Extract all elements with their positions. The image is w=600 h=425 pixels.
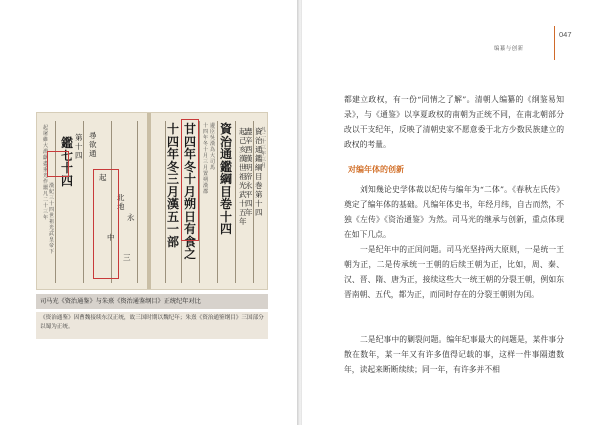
figure-right-column: 資治通鑑綱目巻第十四 [255, 127, 263, 217]
figure-right-column: 甘四年冬十月朔日有食之 [184, 122, 197, 261]
figure-right-small-column: 凡二十三年三月 [261, 127, 267, 169]
body-paragraph: 一是纪年中的正闰问题。司马光坚持两大原则，一是统一王朝为正，二是传承统一王朝的后续王朝为正，比如，周、秦、汉、晋、隋、唐为正，接续这些大一统王朝的分裂王朝，例如东晋南朝、五代，都为正，而同时存在的分裂王朝则为闰。 [344, 245, 564, 299]
figure-left-column: 第十四 [75, 133, 83, 160]
figure-right-column: 十四年冬三月漢五一部 [167, 122, 180, 249]
right-page [302, 0, 600, 425]
body-paragraph: 二是纪事中的剿裂问题。编年纪事最大的问题是，某件事分散在数年，某一年又有许多值得记载的事，这样一件事隔遗数年，读起来断断续续；同一年，有许多并不相 [344, 335, 564, 374]
running-head: 编纂与创新 [494, 46, 524, 52]
figure-left-column: 起 [99, 173, 107, 182]
figure-left-half [37, 113, 147, 289]
section-subheading: 对编年体的创新 [348, 165, 404, 174]
figure-caption-note: 《资治通鉴》因曹魏接续东汉正统，故三国时期以魏纪年；朱熹《资治通鉴纲目》三国部分以蜀为正统。 [36, 312, 268, 339]
figure-right-small-column: 邊臣吳漢為大司馬 [210, 123, 216, 171]
figure-left-column: 永 [127, 213, 135, 222]
figure-left-small-column: 漢紀三十四世祖光武皇帝下 [49, 183, 55, 255]
scanned-figure [36, 112, 268, 290]
figure-left-column: 鑑七十四 [61, 136, 74, 188]
figure-left-column: 尋欲通 [89, 131, 97, 158]
highlight-box [93, 169, 119, 279]
figure-right-small-column: 十四年冬十月三月置朔漢郡 [203, 123, 209, 195]
highlight-box [47, 151, 69, 177]
figure-right-column: 起己亥漢世祖光武十五年 [239, 127, 247, 226]
highlight-box [181, 119, 199, 241]
figure-right-column: 資治通鑑綱目卷十四 [220, 122, 233, 236]
left-page [0, 0, 297, 425]
figure-left-column: 北地 [117, 193, 125, 211]
figure-right-column: 盡辛酉漢明帝永平四年 [245, 127, 253, 217]
body-paragraph: 刘知幾论史学体裁以纪传与编年为“二体”。《春秋左氏传》奠定了编年体的基础。凡编年体史书，年经月纬，自古而然，不独《左传》《资治通鉴》为然。司马光的继承与创新，重点体现在如下几点。 [344, 185, 564, 239]
figure-right-half [151, 113, 268, 289]
figure-left-small-column: 起屠維大淵獻盡重光作噩凡二十三年 [43, 125, 49, 221]
figure-left-column: 中 [107, 233, 115, 242]
page-number-rule [554, 26, 555, 60]
page-number: 047 [559, 30, 572, 39]
body-paragraph: 都建立政权，有一份“同情之了解”。清朝人编纂的《纲鉴易知录》，与《通鉴》以享夏政权的南朝为正统不同，在南北朝部分改以干支纪年，反映了清朝史家不愿意委于北方少数民族建立的政权的考量。 [344, 95, 564, 149]
figure-left-column: 三 [123, 253, 131, 262]
figure-caption: 司马光《资治通鉴》与朱熹《资治通鉴纲目》正统纪年对比 [36, 294, 268, 309]
